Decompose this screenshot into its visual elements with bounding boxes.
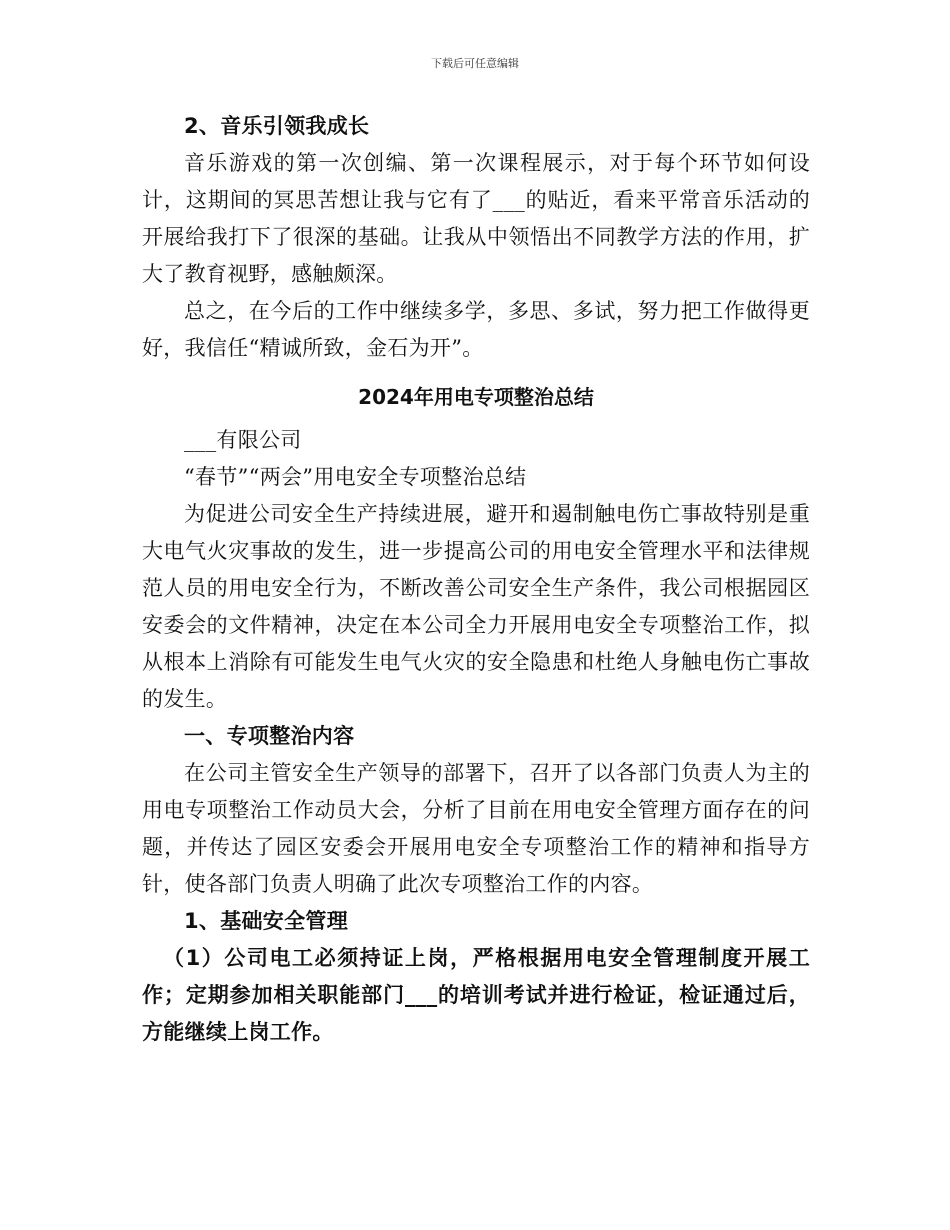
paragraph-intro: 为促进公司安全生产持续进展，避开和遏制触电伤亡事故特别是重大电气火灾事故的发生，进一步提高公司的用电安全管理水平和法律规范人员的用电安全行为，不断改善公司安全生产条件，我公司根据园区安委会的文件精神，决定在本公司全力开展用电安全专项整治工作，拟从根本上消除有可能发生电气火灾的安全隐患和杜绝人身触电伤亡事故的发生。	[142, 502, 810, 711]
paragraph-content: 在公司主管安全生产领导的部署下，召开了以各部门负责人为主的用电专项整治工作动员大会，分析了目前在用电安全管理方面存在的问题，并传达了园区安委会开展用电安全专项整治工作的精神和指导方针，使各部门负责人明确了此次专项整治工作的内容。	[142, 761, 810, 896]
document-subtitle: “春节”“两会”用电安全专项整治总结	[184, 465, 527, 489]
paragraph-music: 音乐游戏的第一次创编、第一次课程展示，对于每个环节如何设计，这期间的冥思苦想让我与它有了___的贴近，看来平常音乐活动的开展给我打下了很深的基础。让我从中领悟出不同教学方法的作用，扩大了教育视野，感触颇深。	[142, 151, 810, 286]
company-line: ___有限公司	[184, 428, 302, 452]
document-title: 2024年用电专项整治总结	[358, 385, 594, 409]
section-heading-music: 2、音乐引领我成长	[184, 114, 370, 138]
paragraph-electrician-rule: （1）公司电工必须持证上岗，严格根据用电安全管理制度开展工作；定期参加相关职能部门___的培训考试并进行检证，检证通过后，方能继续上岗工作。	[142, 946, 810, 1044]
subsection-heading-basic-safety: 1、基础安全管理	[184, 909, 349, 933]
section-heading-content: 一、专项整治内容	[184, 724, 355, 748]
paragraph-summary: 总之，在今后的工作中继续多学，多思、多试，努力把工作做得更好，我信任“精诚所致，金石为开”。	[142, 299, 810, 360]
document-body	[142, 108, 810, 1051]
page-header-note: 下载后可任意编辑	[431, 57, 519, 70]
